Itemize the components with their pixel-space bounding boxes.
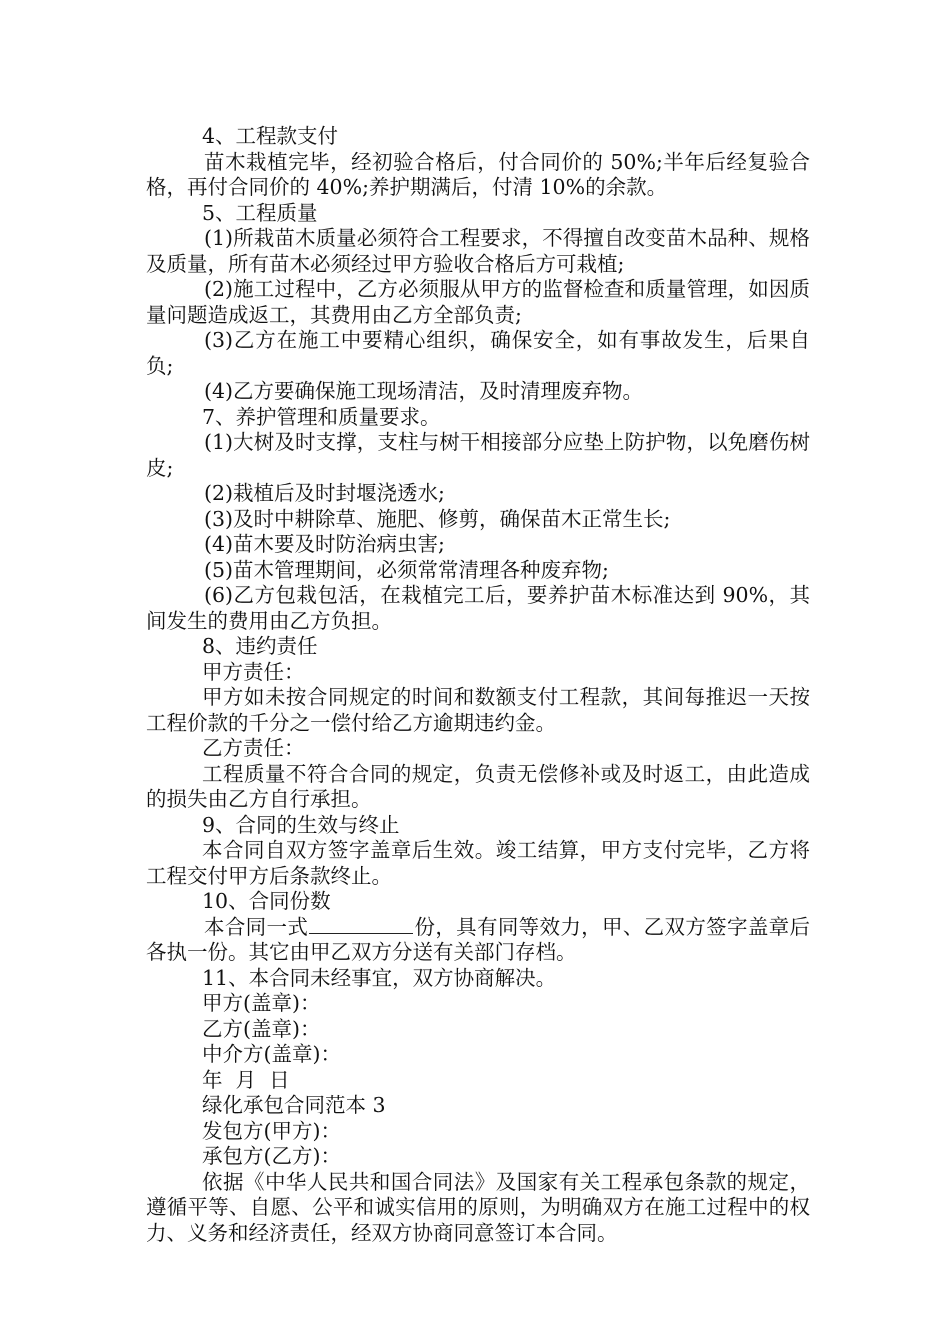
signature-date: 年 月 日	[202, 1067, 290, 1092]
paragraph: 苗木栽植完毕，经初验合格后，付合同价的 50%;半年后经复验合格，再付合同价的 40%;养护期满后，付清 10%的余款。	[146, 149, 810, 199]
paragraph: (4)苗木要及时防治病虫害;	[204, 532, 445, 556]
document-body	[146, 124, 810, 1246]
section-heading-maintenance: 7、养护管理和质量要求。	[202, 404, 441, 429]
section-heading-payment: 4、工程款支付	[202, 124, 339, 148]
paragraph: (4)乙方要确保施工现场清洁，及时清理废弃物。	[204, 379, 644, 403]
signature-intermediary: 中介方(盖章)：	[202, 1042, 341, 1066]
subheading-party-b: 乙方责任：	[202, 736, 305, 760]
paragraph: 甲方如未按合同规定的时间和数额支付工程款，其间每推迟一天按工程价款的千分之一偿付给乙方逾期违约金。	[146, 685, 810, 735]
copies-clause	[146, 915, 810, 966]
paragraph: 依据《中华人民共和国合同法》及国家有关工程承包条款的规定，遵循平等、自愿、公平和诚实信用的原则，为明确双方在施工过程中的权力、义务和经济责任，经双方协商同意签订本合同。	[146, 1169, 810, 1245]
section-heading-misc: 11、本合同未经事宜，双方协商解决。	[202, 965, 557, 990]
section-heading-quality: 5、工程质量	[202, 200, 318, 225]
section-heading-breach: 8、违约责任	[202, 634, 318, 658]
paragraph: (5)苗木管理期间，必须常常清理各种废弃物;	[204, 557, 609, 582]
employer-line: 发包方(甲方)：	[202, 1118, 341, 1143]
paragraph: (3)乙方在施工中要精心组织，确保安全，如有事故发生，后果自负;	[146, 328, 810, 378]
paragraph: (1)所栽苗木质量必须符合工程要求，不得擅自改变苗木品种、规格及质量，所有苗木必须经过甲方验收合格后方可栽植;	[146, 226, 810, 276]
copies-clause-before: 本合同一式	[204, 914, 309, 939]
subheading-party-a: 甲方责任：	[202, 659, 305, 684]
contractor-line: 承包方(乙方)：	[202, 1144, 341, 1168]
section-heading-effect: 9、合同的生效与终止	[202, 812, 400, 837]
paragraph: (2)施工过程中，乙方必须服从甲方的监督检查和质量管理，如因质量问题造成返工，其费用由乙方全部负责;	[146, 277, 810, 327]
signature-party-a: 甲方(盖章)：	[202, 991, 321, 1015]
paragraph: (2)栽植后及时封堰浇透水;	[204, 481, 445, 505]
copies-blank	[309, 915, 413, 934]
signature-party-b: 乙方(盖章)：	[202, 1016, 321, 1041]
paragraph: (1)大树及时支撑，支柱与树干相接部分应垫上防护物，以免磨伤树皮;	[146, 430, 810, 480]
section-heading-copies: 10、合同份数	[202, 889, 331, 913]
paragraph: (6)乙方包栽包活，在栽植完工后，要养护苗木标准达到 90%，其间发生的费用由乙方负担。	[146, 583, 810, 633]
copies-clause-after: 份，具有同等效力，甲、乙双方签字盖章后各执一份。其它由甲乙双方分送有关部门存档。	[146, 914, 811, 964]
paragraph: 本合同自双方签字盖章后生效。竣工结算，甲方支付完毕，乙方将工程交付甲方后条款终止。	[146, 838, 810, 888]
paragraph: (3)及时中耕除草、施肥、修剪，确保苗木正常生长;	[204, 506, 671, 531]
template-title: 绿化承包合同范本 3	[202, 1093, 386, 1117]
paragraph: 工程质量不符合合同的规定，负责无偿修补或及时返工，由此造成的损失由乙方自行承担。	[146, 761, 810, 811]
